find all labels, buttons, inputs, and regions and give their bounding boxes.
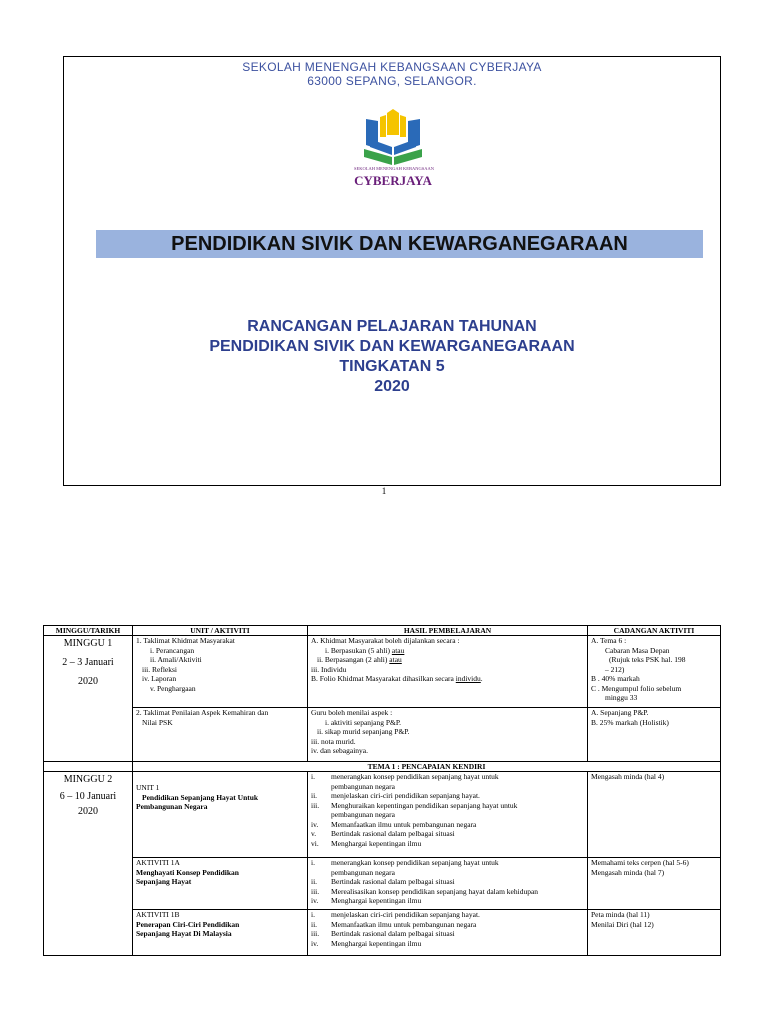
activity-label: AKTIVITI 1A: [136, 858, 180, 867]
unit-cell: [133, 636, 308, 708]
logo-caption: SEKOLAH MENENGAH KEBANGSAAN: [354, 166, 434, 171]
logo-wordmark: CYBERJAYA: [354, 173, 432, 188]
list-item: Cabaran Masa Depan: [605, 645, 670, 655]
unit-cell: [133, 858, 308, 910]
unit-cell: [133, 708, 308, 762]
plan-subject: PENDIDIKAN SIVIK DAN KEWARGANEGARAAN: [209, 338, 575, 355]
activity-title: Sepanjang Hayat: [136, 877, 192, 886]
week-year: 2020: [78, 806, 98, 817]
outcome-cell: [308, 708, 588, 762]
plan-title: RANCANGAN PELAJARAN TAHUNAN: [247, 318, 537, 335]
list-item: v. Bertindak rasional dalam pelbagai situasi: [311, 829, 455, 838]
outcome-cell: [308, 772, 588, 858]
header-outcome: HASIL PEMBELAJARAN: [308, 626, 588, 636]
table-row: [44, 858, 721, 910]
list-item: iv. Menghargai kepentingan ilmu: [311, 896, 422, 905]
unit-title: Pembangunan Negara: [136, 802, 208, 811]
list-item: vi. Menghargai kepentingan ilmu: [311, 838, 422, 848]
list-item: B. 25% markah (Holistik): [591, 717, 669, 727]
unit-cell: [133, 772, 308, 858]
cover-page: [63, 56, 721, 486]
list-item: Mengasah minda (hal 4): [591, 772, 665, 781]
subject-banner: PENDIDIKAN SIVIK DAN KEWARGANEGARAAN: [96, 230, 703, 258]
table-row: [44, 910, 721, 956]
list-item: ii. Memanfaatkan ilmu untuk pembangunan negara: [311, 919, 477, 929]
theme-title: TEMA 1 : PENCAPAIAN KENDIRI: [133, 762, 721, 772]
list-item: iii. Refleksi: [142, 664, 177, 674]
list-item: Menilai Diri (hal 12): [591, 919, 654, 929]
table-row: [44, 708, 721, 762]
header-unit: UNIT / AKTIVITI: [133, 626, 308, 636]
list-item: Guru boleh menilai aspek :: [311, 708, 393, 717]
list-item: Peta minda (hal 11): [591, 910, 650, 919]
list-item: Nilai PSK: [142, 717, 173, 727]
list-item: pembangunan negara: [331, 781, 395, 791]
activity-cell: [588, 858, 721, 910]
list-item: iii. Bertindak rasional dalam pelbagai situasi: [311, 929, 455, 938]
week-label: MINGGU 2: [63, 774, 113, 785]
list-item: ii. Berpasangan (2 ahli) atau: [317, 655, 402, 664]
list-item: pembangunan negara: [331, 810, 395, 819]
activity-cell: [588, 910, 721, 956]
list-item: Mengasah minda (hal 7): [591, 867, 665, 877]
activity-cell: [588, 772, 721, 858]
week-date: 6 – 10 Januari: [59, 791, 117, 802]
list-item: – 212): [605, 664, 625, 674]
list-item: 1. Taklimat Khidmat Masyarakat: [136, 636, 235, 645]
header-activity: CADANGAN AKTIVITI: [588, 626, 721, 636]
list-item: C . Mengumpul folio sebelum: [591, 683, 682, 693]
table-header-row: [44, 626, 721, 636]
outcome-cell: [308, 636, 588, 708]
activity-title: Menghayati Konsep Pendidikan: [136, 867, 239, 877]
list-item: iv. Menghargai kepentingan ilmu: [311, 938, 422, 948]
week-cell: [44, 772, 133, 956]
week-label: MINGGU 1: [63, 638, 113, 649]
list-item: A. Tema 6 :: [591, 636, 627, 645]
list-item: ii. Bertindak rasional dalam pelbagai situasi: [311, 877, 455, 886]
unit-label: UNIT 1: [136, 783, 160, 792]
unit-cell: [133, 910, 308, 956]
lesson-plan-table: [43, 625, 721, 956]
list-item: i. Berpasukan (5 ahli) atau: [325, 645, 405, 655]
header-week: MINGGU/TARIKH: [44, 626, 133, 636]
list-item: Memahami teks cerpen (hal 5-6): [591, 858, 689, 867]
list-item: i. menerangkan konsep pendidikan sepanjang hayat untuk: [311, 858, 499, 867]
page-number: 1: [381, 486, 387, 496]
activity-cell: [588, 636, 721, 708]
unit-title: Pendidikan Sepanjang Hayat Untuk: [142, 792, 259, 802]
school-name: SEKOLAH MENENGAH KEBANGSAAN CYBERJAYA: [242, 60, 542, 74]
list-item: (Rujuk teks PSK hal. 198: [609, 655, 686, 664]
table-row: [44, 636, 721, 708]
list-item: i. aktiviti sepanjang P&P.: [325, 717, 402, 727]
week-cell: [44, 636, 133, 762]
list-item: iii. Individu: [311, 664, 347, 674]
list-item: B. Folio Khidmat Masyarakat dihasilkan secara individu.: [311, 674, 483, 683]
list-item: iv. Laporan: [142, 674, 177, 683]
list-item: v. Penghargaan: [150, 683, 196, 693]
list-item: i. Perancangan: [150, 645, 195, 655]
week-date: 2 – 3 Januari: [62, 657, 114, 668]
list-item: pembangunan negara: [331, 867, 395, 877]
list-item: A. Sepanjang P&P.: [591, 708, 649, 717]
list-item: iii. nota murid.: [311, 736, 356, 746]
list-item: ii. menjelaskan ciri-ciri pendidikan sepanjang hayat.: [311, 791, 480, 800]
list-item: ii. sikap murid sepanjang P&P.: [317, 727, 410, 736]
list-item: iv. dan sebagainya.: [311, 746, 368, 755]
list-item: A. Khidmat Masyarakat boleh dijalankan secara :: [311, 636, 460, 645]
list-item: iii. Merealisasikan konsep pendidikan sepanjang hayat dalam kehidupan: [311, 886, 539, 896]
activity-cell: [588, 708, 721, 762]
list-item: minggu 33: [605, 693, 638, 702]
activity-title: Penerapan Ciri-Ciri Pendidikan: [136, 919, 240, 929]
list-item: 2. Taklimat Penilaian Aspek Kemahiran dan: [136, 708, 269, 717]
outcome-cell: [308, 858, 588, 910]
week-year: 2020: [78, 676, 98, 687]
outcome-cell: [308, 910, 588, 956]
list-item: i. menerangkan konsep pendidikan sepanjang hayat untuk: [311, 772, 499, 781]
list-item: iv. Memanfaatkan ilmu untuk pembangunan negara: [311, 819, 477, 829]
list-item: B . 40% markah: [591, 674, 640, 683]
list-item: iii. Menghuraikan kepentingan pendidikan sepanjang hayat untuk: [311, 800, 518, 810]
plan-year: 2020: [374, 378, 410, 395]
table-row: [44, 772, 721, 858]
activity-title: Sepanjang Hayat Di Malaysia: [136, 929, 232, 938]
plan-form: TINGKATAN 5: [339, 358, 445, 375]
school-logo: [354, 109, 434, 193]
list-item: ii. Amali/Aktiviti: [150, 655, 202, 664]
activity-label: AKTIVITI 1B: [136, 910, 180, 919]
school-address: 63000 SEPANG, SELANGOR.: [307, 74, 477, 88]
theme-row: [44, 762, 721, 772]
list-item: i. menjelaskan ciri-ciri pendidikan sepanjang hayat.: [311, 910, 480, 919]
